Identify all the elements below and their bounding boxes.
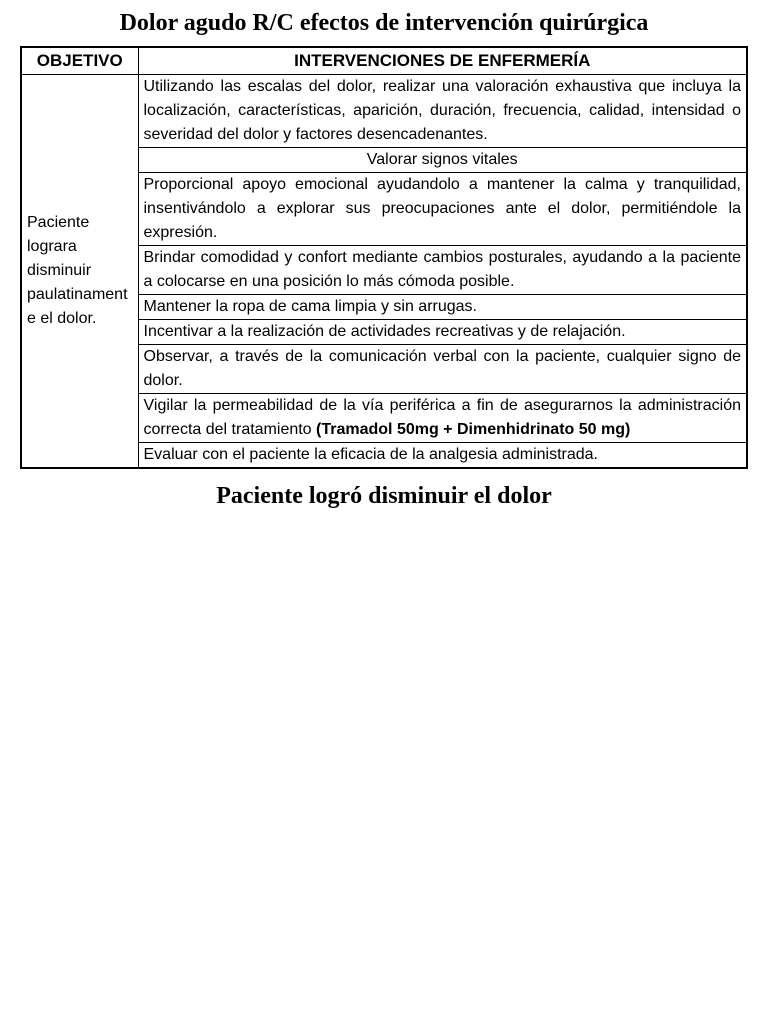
intervention-row-6: Incentivar a la realización de actividades recreativas y de relajación. [138, 320, 747, 345]
intervention-row-5: Mantener la ropa de cama limpia y sin arrugas. [138, 295, 747, 320]
table-header-row [21, 47, 747, 75]
intervention-row-7: Observar, a través de la comunicación verbal con la paciente, cualquier signo de dolor. [138, 345, 747, 394]
intervention-row-2: Valorar signos vitales [138, 148, 747, 173]
intervention-text: Vigilar la permeabilidad de la vía periférica a fin de asegurarnos la administración correcta del tratamiento [143, 397, 741, 438]
document-title: Dolor agudo R/C efectos de intervención quirúrgica [119, 10, 649, 36]
column-header-intervenciones: INTERVENCIONES DE ENFERMERÍA [138, 47, 747, 75]
medication-bold-text: (Tramadol 50mg + Dimenhidrinato 50 mg) [316, 421, 631, 438]
intervention-row-4: Brindar comodidad y confort mediante cambios posturales, ayudando a la paciente a colocarse en una posición lo más cómoda posible. [138, 246, 747, 295]
intervention-row-9: Evaluar con el paciente la eficacia de la analgesia administrada. [138, 443, 747, 469]
objective-cell: Paciente lograra disminuir paulatinamente el dolor. [21, 75, 138, 469]
table-row [21, 75, 747, 148]
closing-heading: Paciente logró disminuir el dolor [216, 483, 552, 509]
intervention-row-3: Proporcional apoyo emocional ayudandolo a mantener la calma y tranquilidad, insentivándolo a explorar sus preocupaciones ante el dolor, permitiéndole la expresión. [138, 173, 747, 246]
intervention-row-8 [138, 394, 747, 443]
intervention-row-1: Utilizando las escalas del dolor, realizar una valoración exhaustiva que incluya la localización, características, aparición, duración, frecuencia, calidad, intensidad o severidad del dolor y factores desencadenantes. [138, 75, 747, 148]
interventions-table [20, 46, 748, 469]
column-header-objetivo: OBJETIVO [21, 47, 138, 75]
